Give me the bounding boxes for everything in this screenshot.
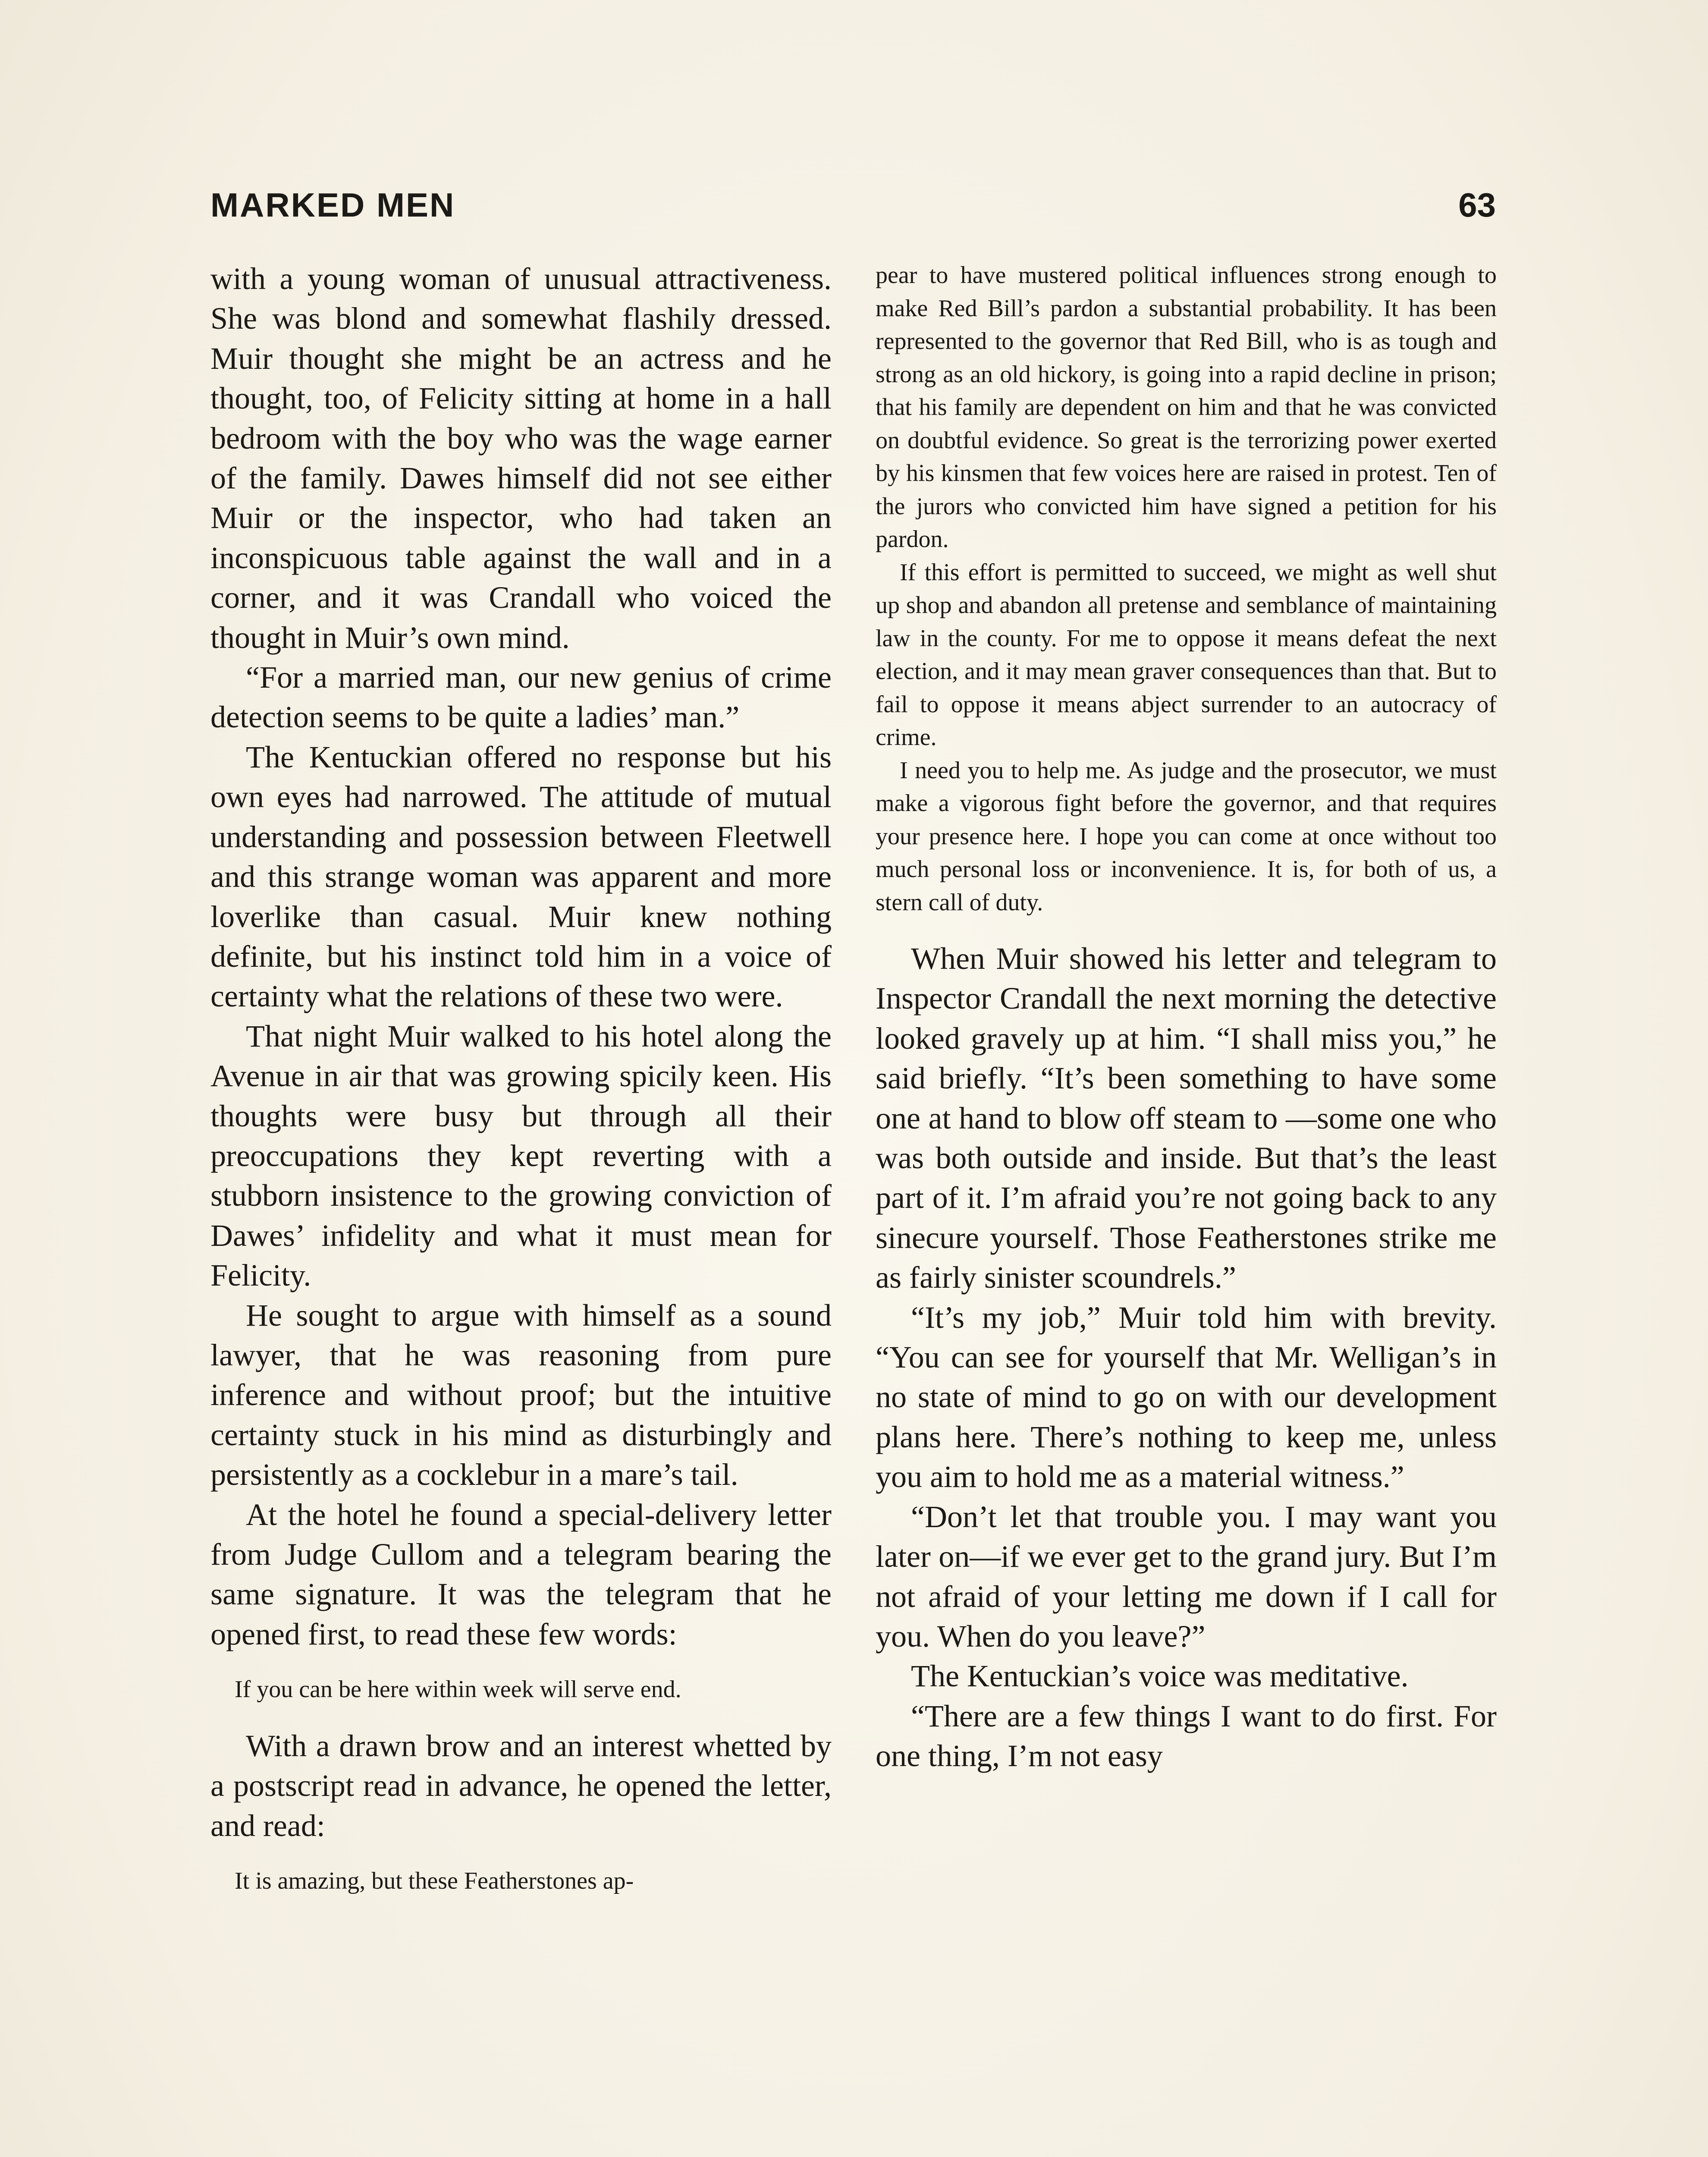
paragraph: With a drawn brow and an interest whetted by a postscript read in advance, he opened the letter, and read: <box>210 1728 832 1843</box>
letter-excerpt: It is amazing, but these Featherstones ap- <box>235 1867 634 1894</box>
paragraph: The Kentuckian offered no response but his own eyes had narrowed. The attitude of mutual understanding and possession between Fleetwell and this strange woman was apparent and more loverlike than casual. Muir knew nothing definite, but his instinct told him in a voice of certainty what the relations of these two were. <box>210 739 832 1014</box>
paragraph: He sought to argue with himself as a sound lawyer, that he was reasoning from pure inference and without proof; but the intuitive certainty stuck in his mind as disturbingly and persistently as a cocklebur in a mare’s tail. <box>210 1298 832 1492</box>
paragraph: “It’s my job,” Muir told him with brevity. “You can see for yourself that Mr. Welligan’s in no state of mind to go on with our development plans here. There’s nothing to keep me, unless you aim to hold me as a material witness.” <box>876 1300 1497 1494</box>
paragraph: “For a married man, our new genius of crime detection seems to be quite a ladies’ man.” <box>210 660 832 735</box>
telegram-text: If you can be here within week will serve end. <box>235 1676 681 1703</box>
paragraph: The Kentuckian’s voice was meditative. <box>911 1659 1409 1694</box>
right-column <box>876 259 1497 1776</box>
paragraph: That night Muir walked to his hotel along the Avenue in air that was growing spicily keen. His thoughts were busy but through all their preoccupations they kept reverting with a stubborn insistence to the growing conviction of Dawes’ infidelity and what it must mean for Felicity. <box>210 1019 832 1293</box>
paragraph: At the hotel he found a special-delivery letter from Judge Cullom and a telegram bearing the same signature. It was the telegram that he opened first, to read these few words: <box>210 1497 832 1651</box>
paragraph: with a young woman of unusual attractiveness. She was blond and somewhat flashily dressed. Muir thought she might be an actress and he thought, too, of Felicity sitting at home in a hall bedroom with the boy who was the wage earner of the family. Dawes himself did not see either Muir or the inspector, who had taken an inconspicuous table against the wall and in a corner, and it was Crandall who voiced the thought in Muir’s own mind. <box>210 261 832 655</box>
paragraph: “Don’t let that trouble you. I may want you later on—if we ever get to the grand jury. But I’m not afraid of your letting me down if I call for you. When do you leave?” <box>876 1499 1497 1654</box>
letter-paragraph: I need you to help me. As judge and the prosecutor, we must make a vigorous fight before the governor, and that requires your presence here. I hope you can come at once without too much personal loss or inconvenience. It is, for both of us, a stern call of duty. <box>876 757 1497 916</box>
page-number: 63 <box>1458 186 1496 224</box>
letter-paragraph: If this effort is permitted to succeed, we might as well shut up shop and abandon all pretense and semblance of maintaining law in the county. For me to oppose it means defeat the next election, and it may mean graver consequences than that. But to fail to oppose it means abject surrender to an autocracy of crime. <box>876 559 1497 751</box>
paragraph: When Muir showed his letter and telegram to Inspector Crandall the next morning the detective looked gravely up at him. “I shall miss you,” he said briefly. “It’s been something to have some one at hand to blow off steam to —some one who was both outside and inside. But that’s the least part of it. I’m afraid you’re not going back to any sinecure yourself. Those Featherstones strike me as fairly sinister scoundrels.” <box>876 941 1497 1295</box>
letter-paragraph: pear to have mustered political influences strong enough to make Red Bill’s pardon a substantial probability. It has been represented to the governor that Red Bill, who is as tough and strong as an old hickory, is going into a rapid decline in prison; that his family are dependent on him and that he was convicted on doubtful evidence. So great is the terrorizing power exerted by his kinsmen that few voices here are raised in protest. Ten of the jurors who convicted him have signed a petition for his pardon. <box>876 262 1497 553</box>
paragraph: “There are a few things I want to do first. For one thing, I’m not easy <box>876 1698 1497 1773</box>
running-header <box>210 186 1496 233</box>
running-title: MARKED MEN <box>210 186 455 224</box>
left-column <box>210 259 832 1897</box>
